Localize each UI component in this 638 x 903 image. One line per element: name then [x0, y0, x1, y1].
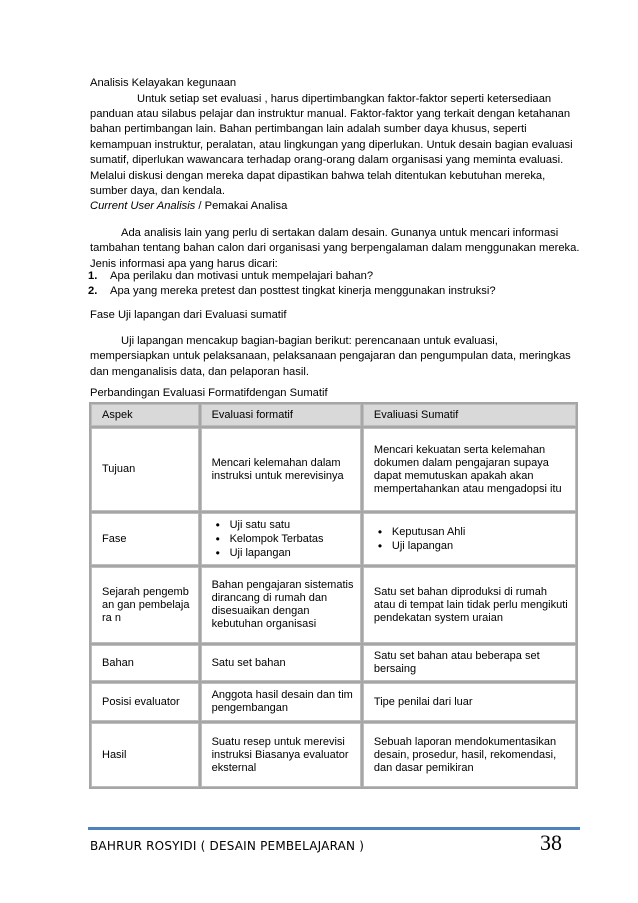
table-row	[91, 428, 576, 511]
table-caption: Perbandingan Evaluasi Formatifdengan Sumatif	[90, 387, 328, 399]
table-cell: Bahan pengajaran sistematis dirancang di rumah dan disesuaikan dengan kebutuhan organisasi	[201, 567, 361, 643]
list-item	[88, 269, 578, 284]
list-number: 1.	[88, 270, 98, 282]
list-number: 2.	[88, 285, 98, 298]
table-cell: Posisi evaluator	[91, 683, 199, 721]
title-italic: Current User Analisis	[90, 200, 196, 212]
table-cell: Tipe penilai dari luar	[363, 683, 576, 721]
list-item: • Uji lapangan	[374, 539, 569, 553]
title-rest: / Pemakai Analisa	[195, 200, 288, 212]
list-item: • Uji satu satu	[212, 518, 354, 532]
comparison-table	[89, 402, 578, 789]
section-title-fase-uji: Fase Uji lapangan dari Evaluasi sumatif	[90, 309, 287, 321]
question-list	[88, 269, 578, 300]
table-cell: Tujuan	[91, 428, 199, 511]
table-row	[91, 513, 576, 565]
table-cell: Mencari kelemahan dalam instruksi untuk merevisinya	[201, 428, 361, 511]
column-header: Aspek	[91, 404, 199, 426]
table-cell: Hasil	[91, 723, 199, 787]
list-item: • Kelompok Terbatas	[212, 532, 354, 546]
table-cell: Satu set bahan atau beberapa set bersaing	[363, 645, 576, 681]
list-text: Apa perilaku dan motivasi untuk mempelajari bahan?	[110, 270, 374, 282]
table-cell: Mencari kekuatan serta kelemahan dokumen dalam pengajaran supaya dapat memutuskan apakah akan mempertahankan atau mengadopsi itu	[363, 428, 576, 511]
section-title-analisis-kelayakan: Analisis Kelayakan kegunaan	[90, 77, 237, 89]
table-cell: Bahan	[91, 645, 199, 681]
table-cell: Sejarah pengemban gan pembelajara n	[91, 567, 199, 643]
list-item: • Keputusan Ahli	[374, 525, 569, 539]
table-row	[91, 645, 576, 681]
section-body-fase-uji	[90, 334, 580, 380]
table-cell	[201, 513, 361, 565]
column-header: Evaluasi formatif	[201, 404, 361, 426]
bullet-list	[212, 518, 354, 560]
table-cell: Satu set bahan	[201, 645, 361, 681]
table-cell: Anggota hasil desain dan tim pengembangan	[201, 683, 361, 721]
section-body-analisis-kelayakan	[90, 92, 580, 200]
table-cell: Sebuah laporan mendokumentasikan desain, prosedur, hasil, rekomendasi, dan dasar pemikiran	[363, 723, 576, 787]
footer-divider	[88, 827, 580, 830]
paragraph-text: Ada analisis lain yang perlu di sertakan dalam desain. Gunanya untuk mencari informasi tambahan tentang bahan calon dari organisasi yang berpengalaman dalam menggunakan mereka. Jenis informasi apa yang harus dicari:	[90, 227, 580, 270]
table-row	[91, 683, 576, 721]
section-body-current-user	[90, 226, 580, 272]
table-cell	[363, 513, 576, 565]
table-row	[91, 723, 576, 787]
paragraph-text: Uji lapangan mencakup bagian-bagian berikut: perencanaan untuk evaluasi, mempersiapkan untuk pelaksanaan, pelaksanaan pengajaran dan pengumpulan data, meringkas dan menganalisis data, dan pelaporan hasil.	[90, 335, 571, 378]
column-header: Evaliuasi Sumatif	[363, 404, 576, 426]
list-text: Apa yang mereka pretest dan posttest tingkat kinerja menggunakan instruksi?	[110, 285, 496, 298]
table-cell: Suatu resep untuk merevisi instruksi Biasanya evaluator eksternal	[201, 723, 361, 787]
table-cell: Satu set bahan diproduksi di rumah atau di tempat lain tidak perlu mengikuti pendekatan system uraian	[363, 567, 576, 643]
table-cell: Fase	[91, 513, 199, 565]
bullet-list	[374, 525, 569, 553]
section-title-current-user	[90, 199, 580, 214]
page-number: 38	[540, 830, 562, 855]
table-header-row	[91, 404, 576, 426]
footer-text: BAHRUR ROSYIDI ( DESAIN PEMBELAJARAN )	[90, 839, 365, 853]
table-row	[91, 567, 576, 643]
list-item	[88, 284, 578, 299]
list-item: • Uji lapangan	[212, 546, 354, 560]
paragraph-text: Untuk setiap set evaluasi , harus dipertimbangkan faktor-faktor seperti ketersediaan panduan atau silabus pelajar dan instruktur manual. Faktor-faktor yang terkait dengan ketahanan bahan pertimbangan lain. Bahan pertimbangan lain adalah sumber daya khusus, seperti kemampuan instruktur, peralatan, atau lingkungan yang diperlukan. Untuk desain bagian evaluasi sumatif, diperlukan wawancara terhadap orang-orang dalam organisasi yang meminta evaluasi. Melalui diskusi dengan mereka dapat dipastikan bahwa telah ditentukan kebutuhan mereka, sumber daya, dan kendala.	[90, 92, 573, 197]
